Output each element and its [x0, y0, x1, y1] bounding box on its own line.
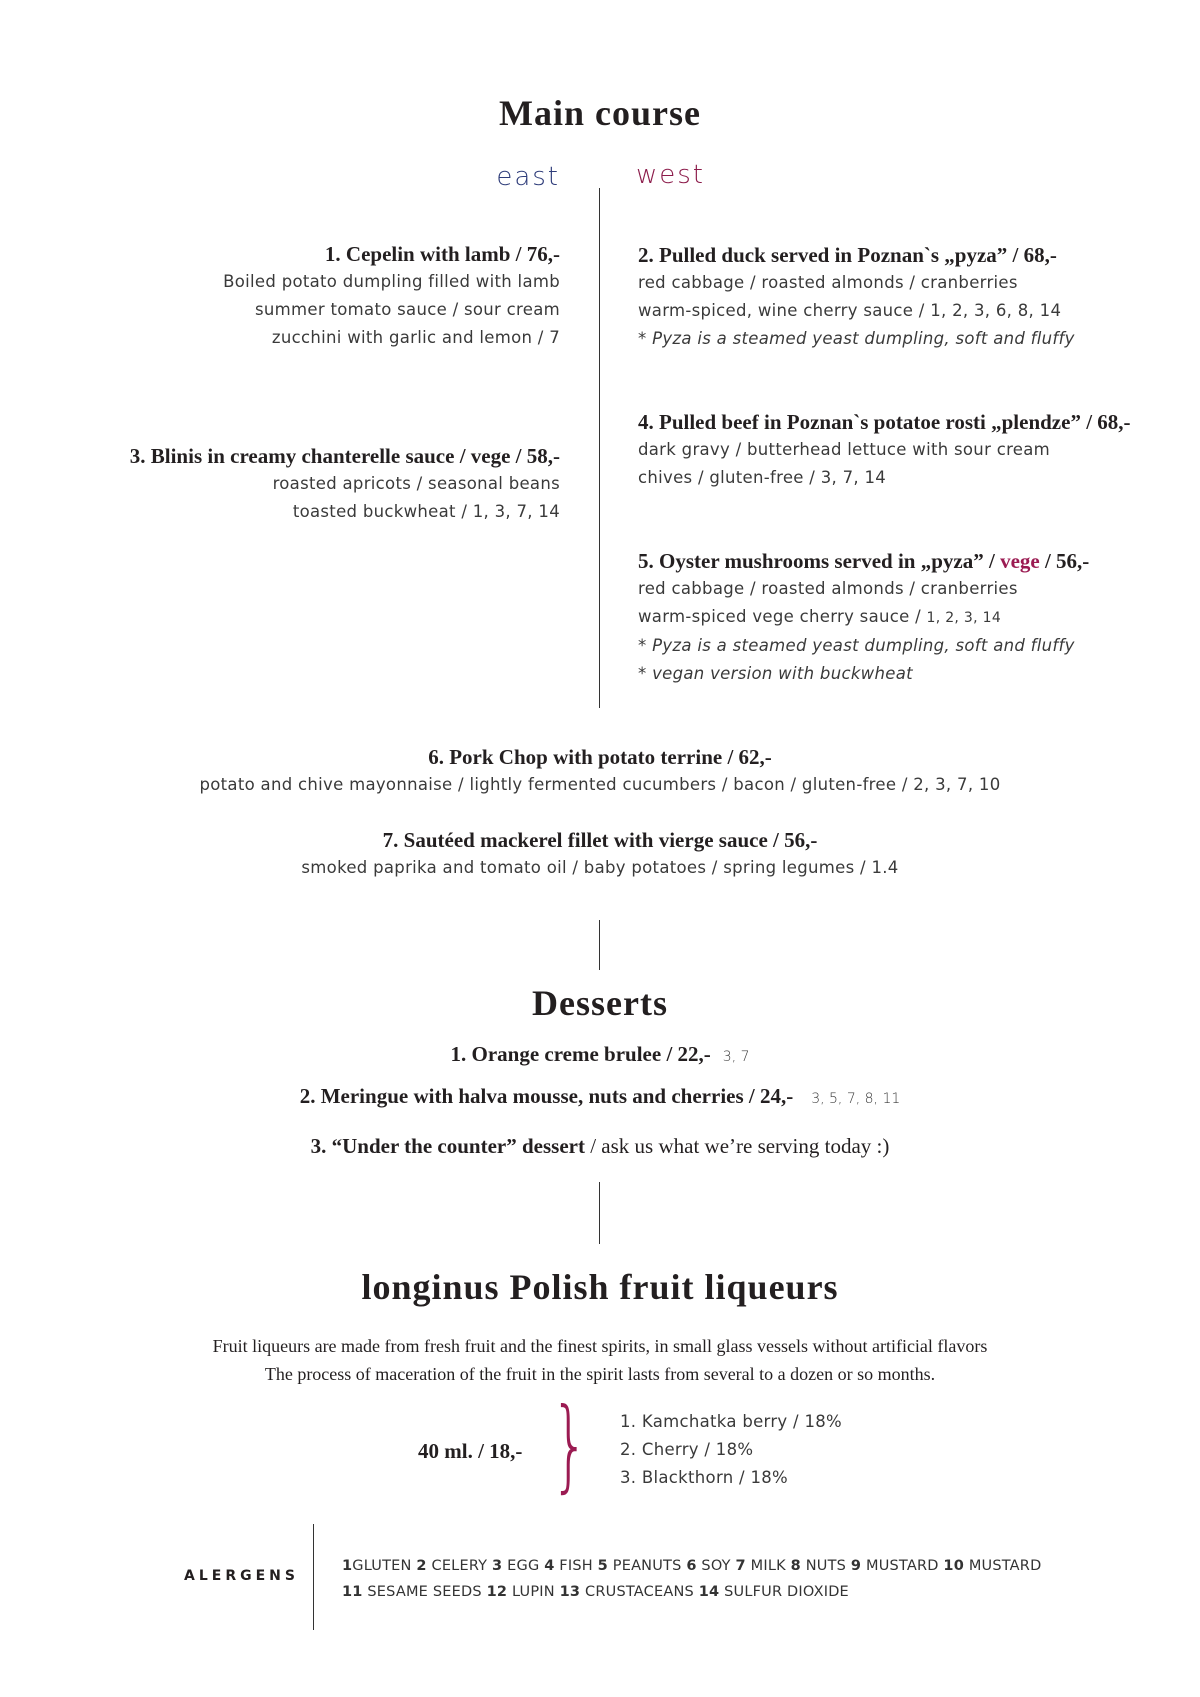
dish-name: 7. Sautéed mackerel fillet with vierge sauce / 56,- — [382, 828, 818, 852]
liqueurs-title: longinus Polish fruit liqueurs — [361, 1267, 839, 1307]
dessert-name: 2. Meringue with halva mousse, nuts and cherries / 24,- — [299, 1084, 794, 1108]
dish-note: * Pyza is a steamed yeast dumpling, soft and fluffy — [638, 636, 1075, 655]
dish-description: red cabbage / roasted almonds / cranberries — [638, 273, 1018, 292]
allergen-number: 12 — [486, 1584, 508, 1600]
allergens-row — [342, 1553, 1041, 1579]
menu-item-pulled-duck — [638, 241, 1075, 353]
dish-description: toasted buckwheat / 1, 3, 7, 14 — [292, 502, 560, 521]
allergen-number: 3 — [492, 1558, 503, 1574]
menu-item-mackerel — [0, 826, 1200, 882]
dish-description: chives / gluten-free / 3, 7, 14 — [638, 468, 887, 487]
allergen-number: 7 — [735, 1558, 746, 1574]
liqueur-item: 3. Blackthorn / 18% — [620, 1468, 789, 1487]
description-line: The process of maceration of the fruit in the spirit lasts from several to a dozen or so months. — [264, 1364, 936, 1384]
allergen-number: 2 — [416, 1558, 427, 1574]
dish-description: Boiled potato dumpling filled with lamb — [223, 272, 560, 291]
allergen-name: PEANUTS — [607, 1558, 687, 1574]
allergen-name: CRUSTACEANS — [580, 1584, 699, 1600]
liqueur-list — [620, 1408, 842, 1492]
liqueur-price: 40 ml. / 18,- — [418, 1439, 523, 1463]
dish-description: dark gravy / butterhead lettuce with sour cream — [638, 440, 1051, 459]
liqueur-item: 1. Kamchatka berry / 18% — [620, 1412, 843, 1431]
dish-description: summer tomato sauce / sour cream — [255, 300, 560, 319]
liqueurs-description — [0, 1332, 1200, 1388]
dish-description-part: warm-spiced vege cherry sauce / — [638, 607, 927, 626]
allergen-name: SULFUR DIOXIDE — [719, 1584, 849, 1600]
section-divider — [599, 920, 600, 970]
allergen-name: FISH — [554, 1558, 598, 1574]
dish-name: 6. Pork Chop with potato terrine / 62,- — [428, 745, 772, 769]
dish-name: 3. Blinis in creamy chanterelle sauce / vege / 58,- — [129, 444, 560, 468]
allergen-name: CELERY — [426, 1558, 493, 1574]
dish-description: roasted apricots / seasonal beans — [272, 474, 560, 493]
desserts-title: Desserts — [532, 983, 668, 1023]
dish-description: warm-spiced, wine cherry sauce / 1, 2, 3, 6, 8, 14 — [638, 301, 1062, 320]
allergen-number: 8 — [790, 1558, 801, 1574]
allergen-codes: 1, 2, 3, 14 — [926, 610, 1002, 626]
dish-description: red cabbage / roasted almonds / cranberries — [638, 579, 1018, 598]
dish-price: / 56,- — [1039, 549, 1090, 573]
dessert-item-creme-brulee — [0, 1042, 1200, 1067]
menu-item-blinis — [130, 442, 560, 526]
allergen-number: 5 — [597, 1558, 608, 1574]
allergen-number: 14 — [698, 1584, 720, 1600]
vege-tag: vege — [1000, 549, 1040, 573]
dish-name: 4. Pulled beef in Poznan`s potatoe rosti „plendze” / 68,- — [638, 410, 1131, 434]
dessert-name: 3. “Under the counter” dessert — [310, 1134, 585, 1158]
allergen-codes: 3, 5, 7, 8, 11 — [811, 1091, 901, 1107]
section-divider — [599, 1182, 600, 1244]
dish-name: 2. Pulled duck served in Poznan`s „pyza” / 68,- — [638, 243, 1057, 267]
curly-brace-icon: } — [550, 1386, 589, 1503]
allergen-codes: 3, 7 — [722, 1049, 750, 1065]
main-course-title: Main course — [499, 93, 701, 133]
dish-name-part: 5. Oyster mushrooms served in „pyza” / — [638, 549, 1001, 573]
allergens-legend — [342, 1553, 1041, 1605]
east-column-label: east — [496, 162, 560, 192]
allergen-name: GLUTEN — [352, 1558, 417, 1574]
dessert-description: / ask us what we’re serving today :) — [584, 1134, 890, 1158]
allergen-name: MILK — [745, 1558, 791, 1574]
allergen-name: MUSTARD — [964, 1558, 1042, 1574]
allergen-number: 11 — [342, 1584, 363, 1600]
description-line: Fruit liqueurs are made from fresh fruit and the finest spirits, in small glass vessels without artificial flavors — [212, 1336, 988, 1356]
menu-item-pork-chop — [0, 743, 1200, 799]
allergens-row — [342, 1579, 1041, 1605]
allergen-number: 1 — [342, 1558, 353, 1574]
allergen-name: LUPIN — [507, 1584, 560, 1600]
west-column-label: west — [636, 160, 706, 190]
allergen-number: 6 — [686, 1558, 697, 1574]
menu-item-cepelin — [223, 240, 560, 352]
dish-description — [638, 603, 1089, 632]
dessert-name: 1. Orange creme brulee / 22,- — [450, 1042, 711, 1066]
dish-name — [638, 547, 1089, 575]
allergen-number: 10 — [943, 1558, 965, 1574]
allergen-name: NUTS — [800, 1558, 851, 1574]
menu-item-oyster-mushrooms — [638, 547, 1089, 688]
liqueur-item: 2. Cherry / 18% — [620, 1440, 754, 1459]
dish-note: * Pyza is a steamed yeast dumpling, soft and fluffy — [638, 329, 1075, 348]
dish-description: potato and chive mayonnaise / lightly fermented cucumbers / bacon / gluten-free / 2, 3, 7, 10 — [199, 775, 1001, 794]
allergen-number: 4 — [544, 1558, 555, 1574]
dessert-item-meringue — [0, 1084, 1200, 1109]
allergens-divider — [313, 1524, 314, 1630]
allergen-number: 9 — [850, 1558, 862, 1574]
dessert-item-under-counter — [0, 1134, 1200, 1159]
dish-note: * vegan version with buckwheat — [638, 664, 913, 683]
dish-description: zucchini with garlic and lemon / 7 — [271, 328, 560, 347]
allergen-number: 13 — [559, 1584, 581, 1600]
allergen-name: EGG — [502, 1558, 545, 1574]
allergens-label: ALERGENS — [184, 1568, 299, 1584]
allergen-name: SOY — [696, 1558, 736, 1574]
allergen-name: SESAME SEEDS — [362, 1584, 487, 1600]
allergen-name: MUSTARD — [861, 1558, 944, 1574]
menu-item-pulled-beef — [638, 408, 1131, 492]
dish-description: smoked paprika and tomato oil / baby potatoes / spring legumes / 1.4 — [301, 858, 899, 877]
column-divider — [599, 188, 600, 708]
dish-name: 1. Cepelin with lamb / 76,- — [324, 242, 560, 266]
